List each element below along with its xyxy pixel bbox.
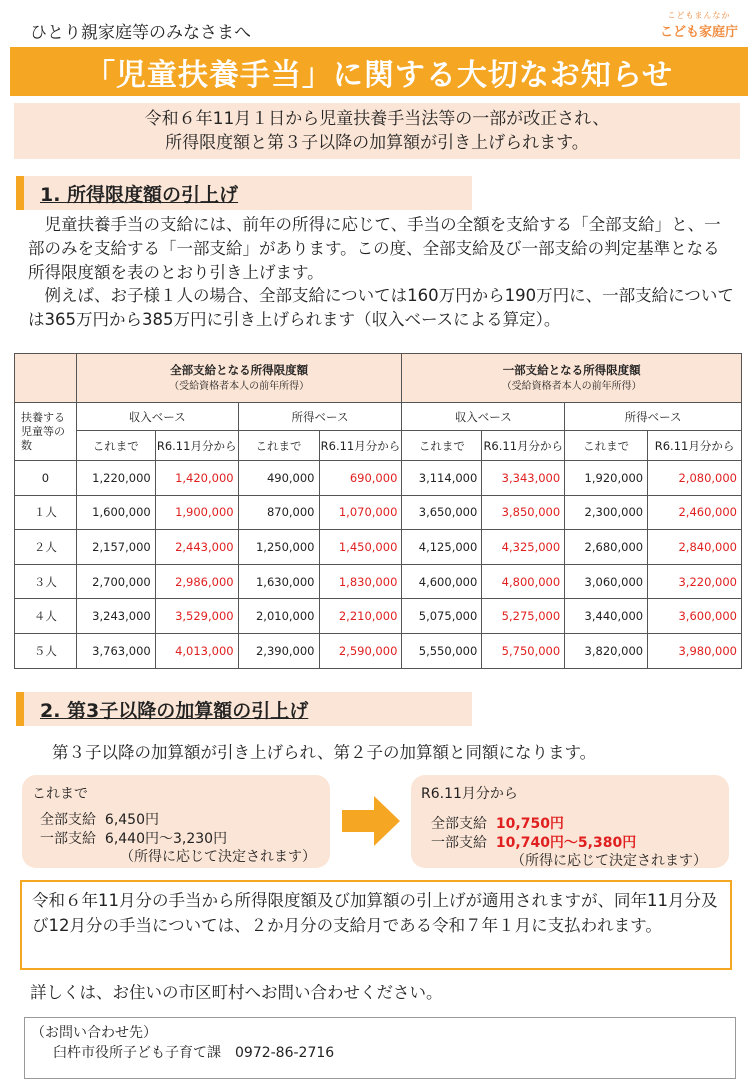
col-after: R6.11月分から <box>155 431 238 461</box>
old-limit-cell: 870,000 <box>238 495 319 530</box>
children-count-cell: ４人 <box>15 599 77 634</box>
old-limit-cell: 490,000 <box>238 461 319 496</box>
col-after: R6.11月分から <box>482 431 565 461</box>
section-1-paragraph-2: 例えば、お子様１人の場合、全部支給については160万円から190万円に、一部支給については365万円から385万円に引き上げられます（収入ベースによる算定）。 <box>28 286 734 329</box>
table-corner <box>15 354 77 403</box>
before-amount-box <box>22 775 330 868</box>
new-limit-cell: 4,013,000 <box>155 633 238 668</box>
logo-name: こども家庭庁 <box>659 25 738 40</box>
new-limit-cell: 2,460,000 <box>648 495 742 530</box>
after-full-value: 10,750円 <box>495 816 564 832</box>
table-row <box>15 495 742 530</box>
col-before: これまで <box>238 431 319 461</box>
before-note: （所得に応じて決定されます） <box>120 849 316 865</box>
old-limit-cell: 1,250,000 <box>238 530 319 565</box>
new-limit-cell: 3,850,000 <box>482 495 565 530</box>
group-partial-header: 一部支給となる所得限度額 （受給資格者本人の前年所得） <box>402 354 742 403</box>
right-arrow-icon <box>342 796 400 846</box>
new-limit-cell: 5,750,000 <box>482 633 565 668</box>
after-note: （所得に応じて決定されます） <box>511 853 707 869</box>
new-limit-cell: 1,900,000 <box>155 495 238 530</box>
old-limit-cell: 3,763,000 <box>76 633 155 668</box>
new-limit-cell: 4,800,000 <box>482 564 565 599</box>
old-limit-cell: 5,075,000 <box>402 599 482 634</box>
col-after: R6.11月分から <box>648 431 742 461</box>
inquiry-text: 詳しくは、お住いの市区町村へお問い合わせください。 <box>30 983 443 1002</box>
before-partial-value: 6,440円～3,230円 <box>104 831 228 847</box>
partial-income-base-header: 収入ベース <box>402 403 565 431</box>
contact-box <box>24 1017 736 1079</box>
new-limit-cell: 3,343,000 <box>482 461 565 496</box>
col-after: R6.11月分から <box>319 431 402 461</box>
new-limit-cell: 1,070,000 <box>319 495 402 530</box>
new-limit-cell: 3,980,000 <box>648 633 742 668</box>
old-limit-cell: 2,010,000 <box>238 599 319 634</box>
group-full-header: 全部支給となる所得限度額 （受給資格者本人の前年所得） <box>76 354 402 403</box>
revision-notice <box>14 103 740 159</box>
old-limit-cell: 1,220,000 <box>76 461 155 496</box>
new-limit-cell: 5,275,000 <box>482 599 565 634</box>
new-limit-cell: 1,420,000 <box>155 461 238 496</box>
table-row <box>15 530 742 565</box>
after-full-label: 全部支給 <box>431 816 487 832</box>
after-partial-value: 10,740円～5,380円 <box>495 835 637 851</box>
old-limit-cell: 3,114,000 <box>402 461 482 496</box>
children-count-cell: ２人 <box>15 530 77 565</box>
new-limit-cell: 2,840,000 <box>648 530 742 565</box>
new-limit-cell: 3,529,000 <box>155 599 238 634</box>
section-1-paragraph-1: 児童扶養手当の支給には、前年の所得に応じて、手当の全額を支給する「全部支給」と、一部のみを支給する「一部支給」があります。この度、全部支給及び一部支給の判定基準となる所得限度額を表のとおり引き上げます。 <box>28 215 721 282</box>
contact-title: （お問い合わせ先） <box>31 1025 157 1041</box>
full-earnings-base-header: 所得ベース <box>238 403 402 431</box>
old-limit-cell: 4,125,000 <box>402 530 482 565</box>
section-2-heading: 2. 第3子以降の加算額の引上げ <box>16 692 472 726</box>
before-full-value: 6,450円 <box>104 812 159 828</box>
after-full-line <box>431 813 564 833</box>
new-limit-cell: 2,210,000 <box>319 599 402 634</box>
table-row <box>15 599 742 634</box>
old-limit-cell: 4,600,000 <box>402 564 482 599</box>
new-limit-cell: 3,600,000 <box>648 599 742 634</box>
new-limit-cell: 2,590,000 <box>319 633 402 668</box>
col-before: これまで <box>565 431 648 461</box>
old-limit-cell: 3,440,000 <box>565 599 648 634</box>
table-row <box>15 564 742 599</box>
new-limit-cell: 3,220,000 <box>648 564 742 599</box>
old-limit-cell: 2,390,000 <box>238 633 319 668</box>
before-full-line <box>40 809 159 829</box>
old-limit-cell: 3,650,000 <box>402 495 482 530</box>
table-row <box>15 461 742 496</box>
children-count-cell: 0 <box>15 461 77 496</box>
children-count-header: 扶養する児童等の数 <box>15 403 77 461</box>
children-count-cell: ３人 <box>15 564 77 599</box>
before-title: これまで <box>32 786 88 802</box>
old-limit-cell: 2,700,000 <box>76 564 155 599</box>
after-partial-line <box>431 832 636 852</box>
new-limit-cell: 1,830,000 <box>319 564 402 599</box>
old-limit-cell: 3,243,000 <box>76 599 155 634</box>
audience-line: ひとり親家庭等のみなさまへ <box>30 23 251 43</box>
before-full-label: 全部支給 <box>40 812 96 828</box>
old-limit-cell: 1,600,000 <box>76 495 155 530</box>
col-before: これまで <box>76 431 155 461</box>
agency-logo <box>660 10 738 40</box>
logo-tagline: こどもまんなか <box>667 11 731 20</box>
old-limit-cell: 3,060,000 <box>565 564 648 599</box>
contact-office: 臼杵市役所子ども子育て課 0972-86-2716 <box>53 1045 335 1061</box>
old-limit-cell: 2,157,000 <box>76 530 155 565</box>
before-partial-line <box>40 828 227 848</box>
col-before: これまで <box>402 431 482 461</box>
new-limit-cell: 690,000 <box>319 461 402 496</box>
new-limit-cell: 2,986,000 <box>155 564 238 599</box>
old-limit-cell: 2,680,000 <box>565 530 648 565</box>
old-limit-cell: 3,820,000 <box>565 633 648 668</box>
partial-earnings-base-header: 所得ベース <box>565 403 742 431</box>
full-income-base-header: 収入ベース <box>76 403 238 431</box>
section-1-heading: 1. 所得限度額の引上げ <box>16 176 472 210</box>
new-limit-cell: 2,080,000 <box>648 461 742 496</box>
after-title: R6.11月分から <box>421 786 518 802</box>
title-banner: 「児童扶養手当」に関する大切なお知らせ <box>10 47 748 96</box>
children-count-cell: ５人 <box>15 633 77 668</box>
children-count-cell: １人 <box>15 495 77 530</box>
old-limit-cell: 1,630,000 <box>238 564 319 599</box>
after-amount-box <box>411 775 729 868</box>
old-limit-cell: 1,920,000 <box>565 461 648 496</box>
old-limit-cell: 5,550,000 <box>402 633 482 668</box>
new-limit-cell: 4,325,000 <box>482 530 565 565</box>
notice-line-1: 令和６年11月１日から児童扶養手当法等の一部が改正され、 <box>144 109 610 129</box>
income-limit-table <box>14 353 742 669</box>
section-2-paragraph: 第３子以降の加算額が引き上げられ、第２子の加算額と同額になります。 <box>52 743 597 762</box>
before-partial-label: 一部支給 <box>40 831 96 847</box>
application-notice-box: 令和６年11月分の手当から所得限度額及び加算額の引上げが適用されますが、同年11月分及び12月分の手当については、２か月分の支給月である令和７年１月に支払われます。 <box>20 880 732 970</box>
old-limit-cell: 2,300,000 <box>565 495 648 530</box>
new-limit-cell: 1,450,000 <box>319 530 402 565</box>
new-limit-cell: 2,443,000 <box>155 530 238 565</box>
notice-line-2: 所得限度額と第３子以降の加算額が引き上げられます。 <box>165 133 589 153</box>
after-partial-label: 一部支給 <box>431 835 487 851</box>
table-row <box>15 633 742 668</box>
